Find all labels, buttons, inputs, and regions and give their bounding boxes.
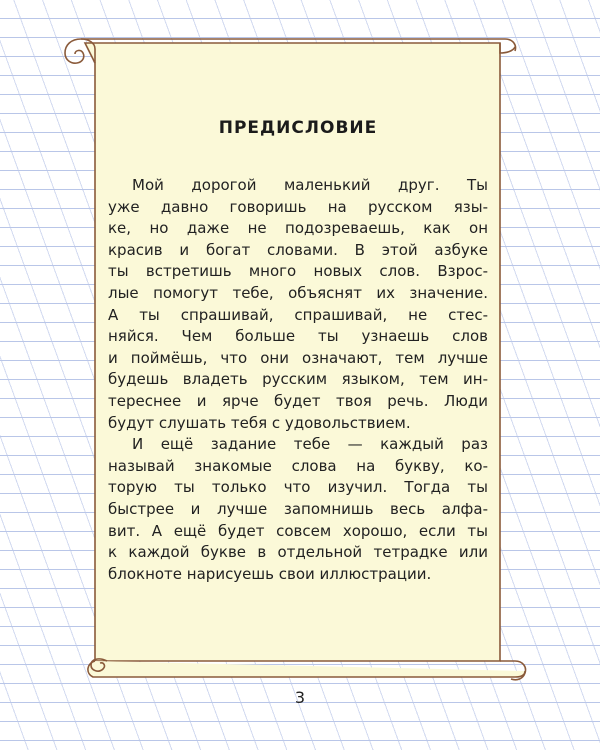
page-number: 3: [294, 688, 306, 707]
scroll-top-right: [500, 43, 515, 53]
text-line: блокноте нарисуешь свои иллюстрации.: [108, 564, 432, 583]
text-line: быстрее и лучше запомнишь весь алфа-: [108, 499, 488, 518]
text-line: и поймёшь, что они означают, тем лучше: [108, 348, 488, 367]
text-line: тереснее и ярче будет твоя речь. Люди: [108, 391, 488, 410]
text-line: лые помогут тебе, объяснят их значение.: [108, 283, 488, 302]
text-line: будут слушать тебя с удовольствием.: [108, 413, 411, 432]
page-title: ПРЕДИСЛОВИЕ: [218, 118, 378, 138]
text-line: к каждой букве в отдельной тетрадке или: [108, 543, 488, 562]
text-line: будешь владеть русским языком, тем ин-: [108, 370, 488, 389]
text-line: няйся. Чем больше ты узнаешь слов: [108, 327, 488, 346]
text-line: торую ты только что изучил. Тогда ты: [108, 478, 488, 497]
text-line: И ещё задание тебе — каждый раз: [132, 435, 488, 454]
scroll-content: [108, 78, 488, 638]
text-line: красив и богат словами. В этой азбуке: [108, 240, 488, 259]
text-line: уже давно говоришь на русском язы-: [108, 197, 488, 216]
text-line: вит. А ещё будет совсем хорошо, если ты: [108, 521, 488, 540]
text-line: ке, но даже не подозреваешь, как он: [108, 219, 488, 238]
preface-text: [108, 175, 488, 585]
text-line: ты встретишь много новых слов. Взрос-: [108, 262, 488, 281]
text-line: Мой дорогой маленький друг. Ты: [132, 176, 488, 194]
scroll-bottom-edge: [88, 661, 525, 677]
text-line: называй знакомые слова на букву, ко-: [108, 456, 488, 475]
text-line: А ты спрашивай, спрашивай, не стес-: [108, 305, 488, 324]
